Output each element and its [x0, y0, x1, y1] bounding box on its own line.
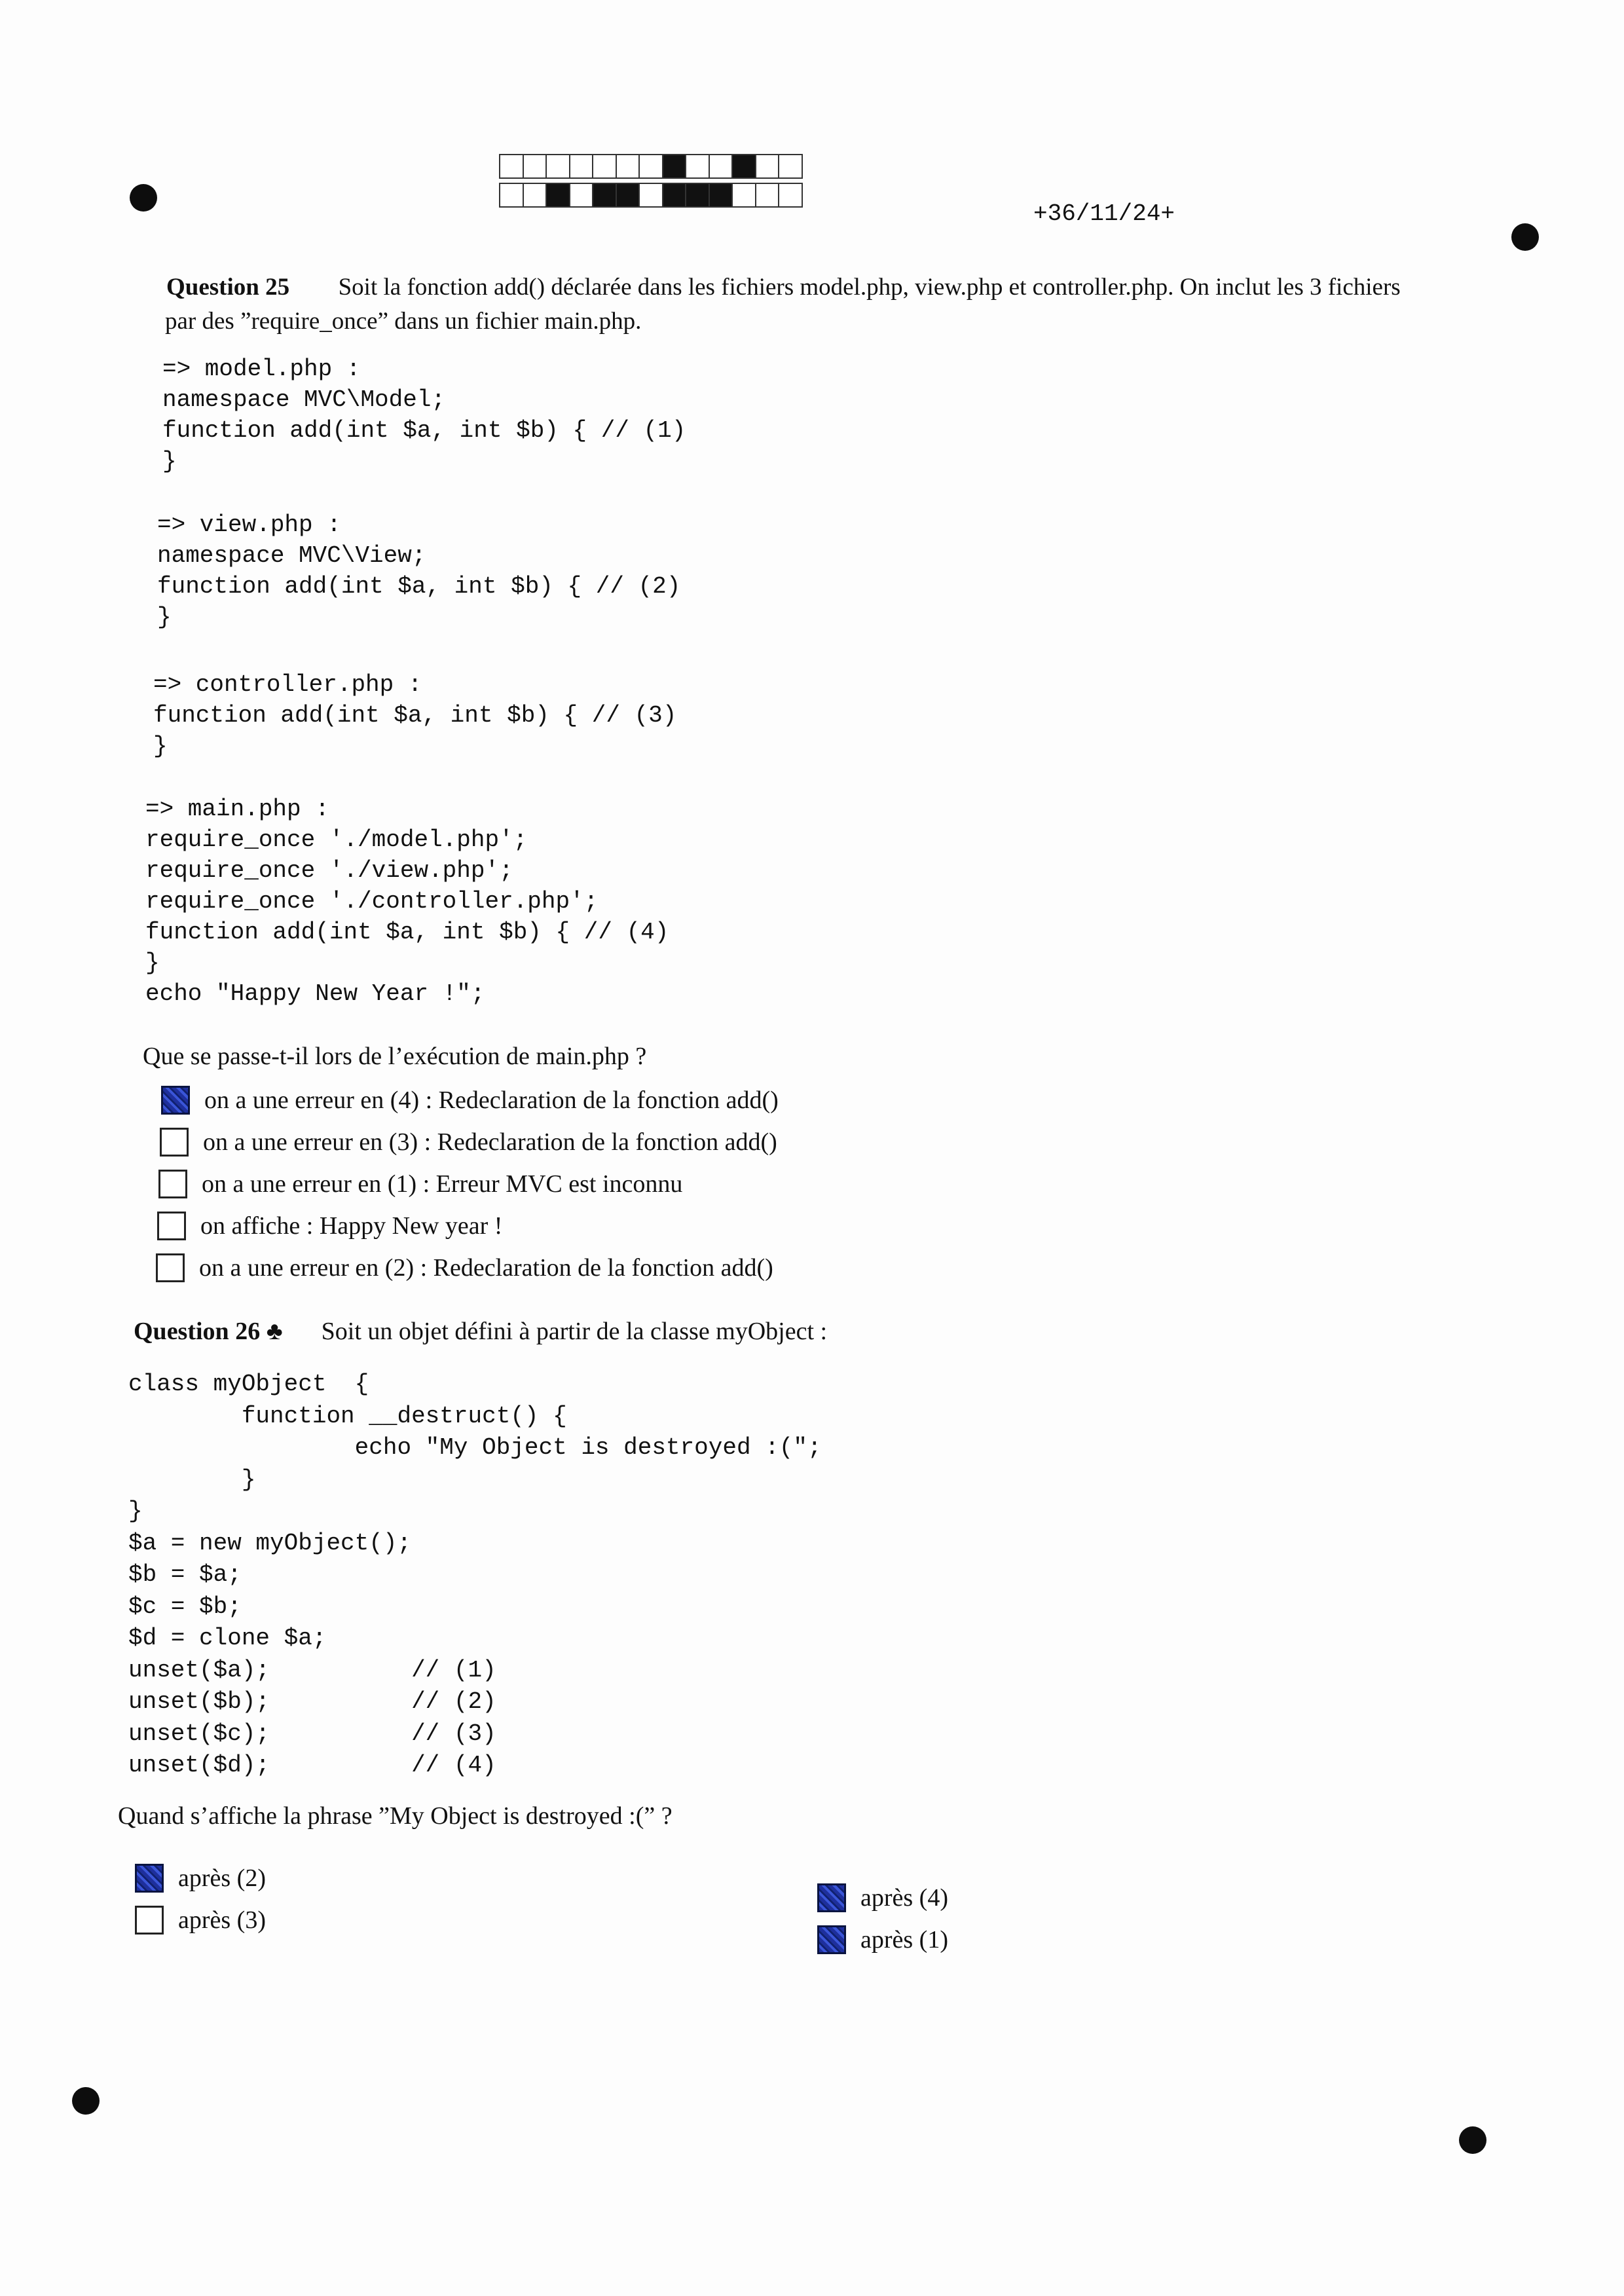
q26-option-4-label: après (1) — [860, 1926, 948, 1953]
barcode-cell — [545, 154, 570, 179]
barcode-cell — [523, 154, 547, 179]
question-25-prompt: Que se passe-t-il lors de l’exécution de main.php ? — [143, 1043, 647, 1070]
q26-option-2-checkbox[interactable] — [135, 1906, 164, 1935]
q26-option-3-label: après (4) — [860, 1884, 948, 1912]
barcode-cell — [638, 183, 663, 208]
question-25-header — [166, 274, 1528, 301]
q26-option-1-checkbox[interactable] — [135, 1864, 164, 1893]
q26-option-4-checkbox[interactable] — [817, 1925, 846, 1954]
barcode-row-1 — [499, 154, 802, 179]
q25-option-1-checkbox[interactable] — [161, 1086, 190, 1115]
q26-option-1[interactable] — [135, 1864, 266, 1893]
q25-option-4[interactable] — [157, 1212, 502, 1240]
barcode-cell — [662, 183, 687, 208]
barcode-cell — [709, 154, 733, 179]
q25-option-2-label: on a une erreur en (3) : Redeclaration de la fonction add() — [203, 1128, 777, 1156]
question-26-label: Question 26 ♣ — [134, 1318, 283, 1345]
barcode-cell — [499, 183, 524, 208]
q26-option-3[interactable] — [817, 1883, 948, 1912]
code-controller-php: => controller.php : function add(int $a, int $b) { // (3) } — [153, 671, 677, 760]
barcode-cell — [685, 183, 710, 208]
barcode-cell — [616, 154, 640, 179]
barcode-cell — [755, 183, 780, 208]
registration-mark-top-right — [1511, 223, 1539, 251]
barcode-cell — [778, 183, 803, 208]
question-26-prompt: Quand s’affiche la phrase ”My Object is destroyed :(” ? — [118, 1802, 673, 1830]
q26-option-4[interactable] — [817, 1925, 948, 1954]
barcode-cell — [638, 154, 663, 179]
barcode-cell — [709, 183, 733, 208]
q25-option-2[interactable] — [160, 1128, 777, 1157]
q25-option-3-label: on a une erreur en (1) : Erreur MVC est inconnu — [202, 1170, 683, 1198]
q25-option-4-checkbox[interactable] — [157, 1212, 186, 1240]
registration-mark-bottom-left — [72, 2087, 100, 2115]
barcode-cell — [755, 154, 780, 179]
barcode-cell — [731, 183, 756, 208]
q25-option-1[interactable] — [161, 1086, 779, 1115]
barcode-cell — [731, 154, 756, 179]
barcode-cell — [616, 183, 640, 208]
barcode-cell — [685, 154, 710, 179]
registration-mark-bottom-right — [1459, 2126, 1486, 2154]
barcode-row-2 — [499, 183, 802, 208]
q26-option-1-label: après (2) — [178, 1864, 266, 1892]
barcode-cell — [569, 154, 594, 179]
question-25-label: Question 25 — [166, 274, 290, 301]
page-code: +36/11/24+ — [1033, 200, 1175, 227]
q25-option-3[interactable] — [158, 1170, 682, 1198]
question-25-text-line2: par des ”require_once” dans un fichier main.php. — [165, 308, 642, 335]
barcode-cell — [592, 183, 617, 208]
q25-option-3-checkbox[interactable] — [158, 1170, 187, 1198]
barcode-cell — [592, 154, 617, 179]
registration-mark-top-left — [130, 184, 157, 212]
q26-option-2[interactable] — [135, 1906, 266, 1935]
q25-option-2-checkbox[interactable] — [160, 1128, 189, 1157]
question-26-header — [134, 1318, 827, 1345]
q25-option-5-checkbox[interactable] — [156, 1253, 185, 1282]
code-main-php: => main.php : require_once './model.php'; require_once './view.php'; require_once './controller.php'; function add(int $a, int $b) { // (4) } echo "Happy New Year !"; — [145, 796, 669, 1007]
code-myobject: class myObject { function __destruct() { echo "My Object is destroyed :("; } } $a = new myObject(); $b = $a; $c = $b; $d = clone $a; unset($a); // (1) unset($b); // (2) unset($c); // (3) unset($d); // (4) — [128, 1371, 822, 1779]
q26-option-2-label: après (3) — [178, 1906, 266, 1934]
barcode-cell — [545, 183, 570, 208]
code-view-php: => view.php : namespace MVC\View; function add(int $a, int $b) { // (2) } — [157, 511, 681, 631]
barcode-cell — [569, 183, 594, 208]
barcode-cell — [523, 183, 547, 208]
code-model-php: => model.php : namespace MVC\Model; function add(int $a, int $b) { // (1) } — [162, 356, 686, 475]
q25-option-4-label: on affiche : Happy New year ! — [200, 1212, 503, 1240]
q25-option-5-label: on a une erreur en (2) : Redeclaration de la fonction add() — [199, 1254, 773, 1282]
question-26-text: Soit un objet défini à partir de la classe myObject : — [321, 1318, 828, 1345]
barcode-cell — [662, 154, 687, 179]
q25-option-5[interactable] — [156, 1253, 773, 1282]
q25-option-1-label: on a une erreur en (4) : Redeclaration de la fonction add() — [204, 1086, 779, 1114]
barcode-cell — [778, 154, 803, 179]
question-25-text: Soit la fonction add() déclarée dans les fichiers model.php, view.php et controller.php. On inclut les 3 fichiers — [338, 274, 1401, 301]
barcode-cell — [499, 154, 524, 179]
q26-option-3-checkbox[interactable] — [817, 1883, 846, 1912]
